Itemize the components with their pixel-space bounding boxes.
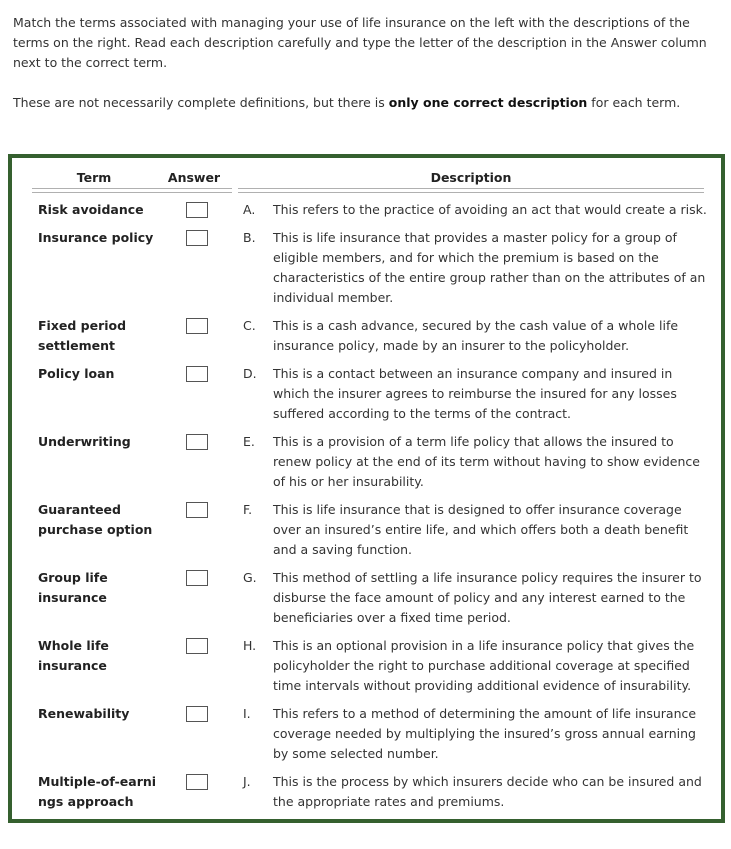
description-text: This is an optional provision in a life insurance policy that gives the policyholder the right to purchase additional coverage at specified time intervals without providing additional evidence of insurability.: [273, 638, 695, 693]
answer-input[interactable]: [186, 434, 208, 450]
term-label: Group life insurance: [38, 570, 108, 605]
header-divider-left: [32, 188, 232, 193]
answer-input[interactable]: [186, 638, 208, 654]
term-label: Guaranteed purchase option: [38, 502, 153, 537]
description-letter: H.: [243, 638, 257, 653]
term-label: Underwriting: [38, 434, 131, 449]
term-column-header: Term: [76, 170, 112, 185]
instructions: [13, 13, 719, 113]
answer-column-header: Answer: [167, 170, 221, 185]
instructions-note: [13, 93, 719, 113]
note-text-end: for each term.: [587, 95, 681, 110]
term-label: Whole life insurance: [38, 638, 109, 673]
answer-input[interactable]: [186, 570, 208, 586]
description-text: This is a cash advance, secured by the cash value of a whole life insurance policy, made by an insurer to the policyholder.: [273, 318, 679, 353]
description-text: This is the process by which insurers decide who can be insured and the appropriate rates and premiums.: [273, 774, 702, 809]
description-text: This is a contact between an insurance company and insured in which the insurer agrees to reimburse the insured for any losses suffered according to the terms of the contract.: [273, 366, 677, 421]
answer-input[interactable]: [186, 706, 208, 722]
description-letter: J.: [243, 774, 251, 789]
description-letter: B.: [243, 230, 256, 245]
note-text-start: These are not necessarily complete definitions, but there is: [13, 95, 389, 110]
description-letter: C.: [243, 318, 256, 333]
answer-input[interactable]: [186, 774, 208, 790]
term-label: Policy loan: [38, 366, 115, 381]
description-letter: D.: [243, 366, 257, 381]
answer-input[interactable]: [186, 502, 208, 518]
description-text: This is life insurance that is designed to offer insurance coverage over an insured’s entire life, and which offers both a death benefit and a saving function.: [273, 502, 689, 557]
description-column-header: Description: [430, 170, 512, 185]
description-letter: G.: [243, 570, 257, 585]
instructions-paragraph: Match the terms associated with managing your use of life insurance on the left with the descriptions of the terms on the right. Read each description carefully and type the letter of the description in the Answer column next to the correct term.: [13, 15, 707, 70]
term-label: Insurance policy: [38, 230, 154, 245]
description-letter: I.: [243, 706, 251, 721]
term-label: Renewability: [38, 706, 130, 721]
term-label: Risk avoidance: [38, 202, 144, 217]
header-divider-right: [238, 188, 704, 193]
description-letter: E.: [243, 434, 255, 449]
description-letter: F.: [243, 502, 253, 517]
description-letter: A.: [243, 202, 256, 217]
answer-input[interactable]: [186, 202, 208, 218]
answer-input[interactable]: [186, 230, 208, 246]
description-text: This is a provision of a term life policy that allows the insured to renew policy at the end of its term without having to show evidence of his or her insurability.: [273, 434, 700, 489]
description-text: This refers to a method of determining the amount of life insurance coverage needed by multiplying the insured’s gross annual earning by some selected number.: [273, 706, 697, 761]
term-label: Fixed period settlement: [38, 318, 127, 353]
answer-input[interactable]: [186, 366, 208, 382]
note-emphasis: only one correct description: [388, 95, 588, 110]
description-text: This method of settling a life insurance policy requires the insurer to disburse the face amount of policy and any interest earned to the beneficiaries over a fixed time period.: [273, 570, 702, 625]
answer-input[interactable]: [186, 318, 208, 334]
description-text: This refers to the practice of avoiding an act that would create a risk.: [273, 202, 707, 217]
description-text: This is life insurance that provides a master policy for a group of eligible members, and for which the premium is based on the characteristics of the entire group rather than on the attributes of an individual member.: [273, 230, 706, 305]
matching-table: [8, 154, 725, 823]
term-label: Multiple-of-earnings approach: [38, 774, 157, 809]
